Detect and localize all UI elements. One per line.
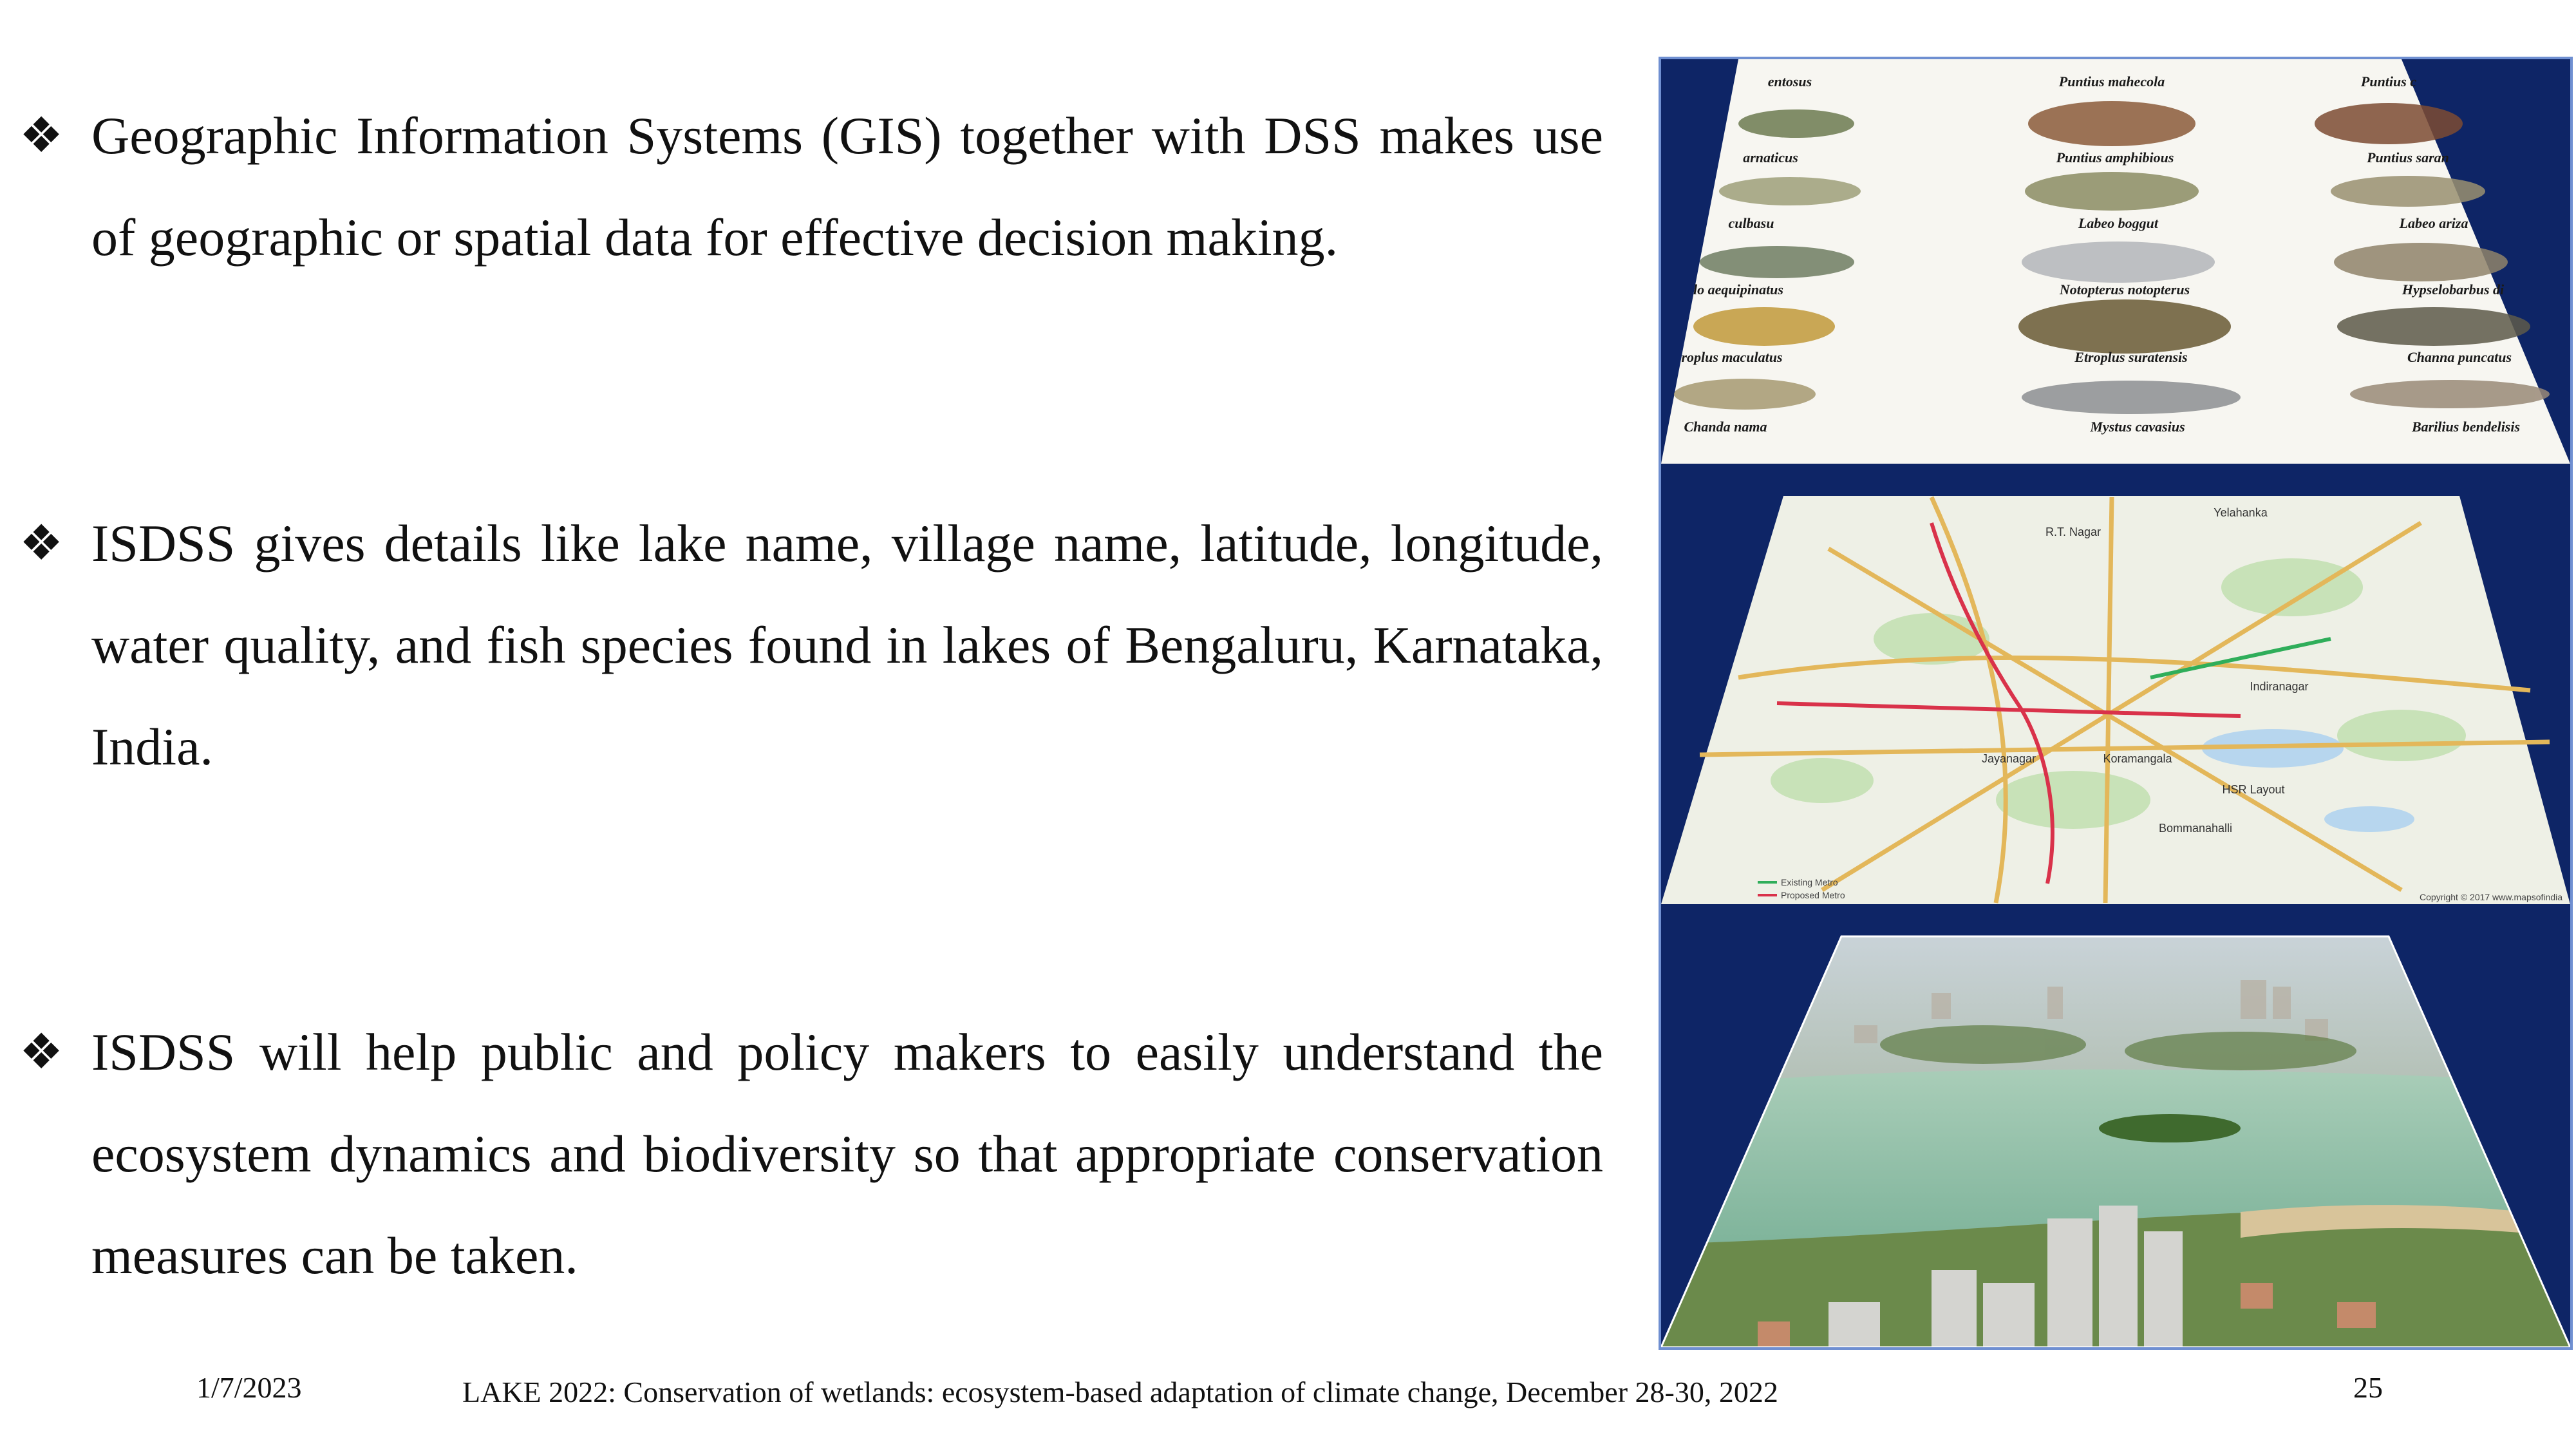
fish-label: Chanda nama — [1684, 419, 1767, 435]
layered-figure-svg — [1661, 59, 2570, 1347]
map-label: R.T. Nagar — [2045, 526, 2101, 538]
fish-label: Puntius amphibious — [2056, 149, 2174, 166]
fish-label: Channa puncatus — [2407, 349, 2512, 365]
bullet-isdss-public — [19, 1001, 1603, 1307]
fish-label: Etroplus suratensis — [2074, 349, 2188, 365]
map-label: HSR Layout — [2222, 783, 2285, 796]
bullet-marker-icon: ❖ — [19, 1025, 64, 1079]
fish-label: Puntius saran — [2367, 149, 2449, 166]
fish-label: culbasu — [1728, 215, 1774, 231]
bullet-text: ISDSS gives details like lake name, village name, latitude, longitude, water quality, and fish species found in lakes of Bengaluru, Karnataka, India. — [91, 514, 1603, 776]
footer-date: 1/7/2023 — [196, 1371, 302, 1404]
city-map-layer — [1661, 496, 2570, 904]
page-number: 25 — [2353, 1371, 2383, 1404]
map-label: Bommanahalli — [2158, 822, 2233, 835]
map-label: Yelahanka — [2214, 506, 2268, 519]
map-legend-item: Existing Metro — [1781, 877, 1838, 887]
fish-species-layer — [1661, 59, 2570, 464]
bullet-marker-icon: ❖ — [19, 516, 64, 571]
bullet-text: ISDSS will help public and policy makers to easily understand the ecosystem dynamics and biodiversity so that appropriate conservation measures can be taken. — [91, 1023, 1603, 1285]
map-label: Indiranagar — [2250, 680, 2309, 693]
map-legend-item: Proposed Metro — [1781, 890, 1845, 900]
fish-label: roplus maculatus — [1681, 349, 1783, 365]
fish-label: Barilius bendelisis — [2411, 419, 2521, 435]
bullet-text: Geographic Information Systems (GIS) together with DSS makes use of geographic or spatial data for effective decision making. — [91, 106, 1603, 267]
aerial-lake-photo-layer — [1661, 936, 2570, 1347]
fish-label: lo aequipinatus — [1693, 281, 1783, 298]
fish-label: Hypselobarbus di — [2402, 281, 2505, 298]
fish-label: Mystus cavasius — [2090, 419, 2185, 435]
footer-title: LAKE 2022: Conservation of wetlands: ecosystem-based adaptation of climate change, December 28-30, 2022 — [462, 1376, 1778, 1408]
fish-label: Labeo boggut — [2078, 215, 2159, 231]
layered-figure-panel — [1659, 57, 2573, 1350]
fish-label: Puntius c — [2360, 73, 2417, 90]
map-label: Jayanagar — [1981, 752, 2036, 765]
fish-label: entosus — [1767, 73, 1812, 90]
bullet-isdss-details — [19, 493, 1603, 798]
fish-label: Puntius mahecola — [2058, 73, 2165, 90]
bullet-marker-icon: ❖ — [19, 109, 64, 163]
map-copyright: Copyright © 2017 www.mapsofindia — [2420, 892, 2562, 902]
fish-label: Notopterus notopterus — [2059, 281, 2190, 298]
map-label: Koramangala — [2103, 752, 2172, 765]
bullet-gis — [19, 85, 1603, 289]
fish-label: Labeo ariza — [2399, 215, 2468, 231]
fish-label: arnaticus — [1743, 149, 1798, 166]
